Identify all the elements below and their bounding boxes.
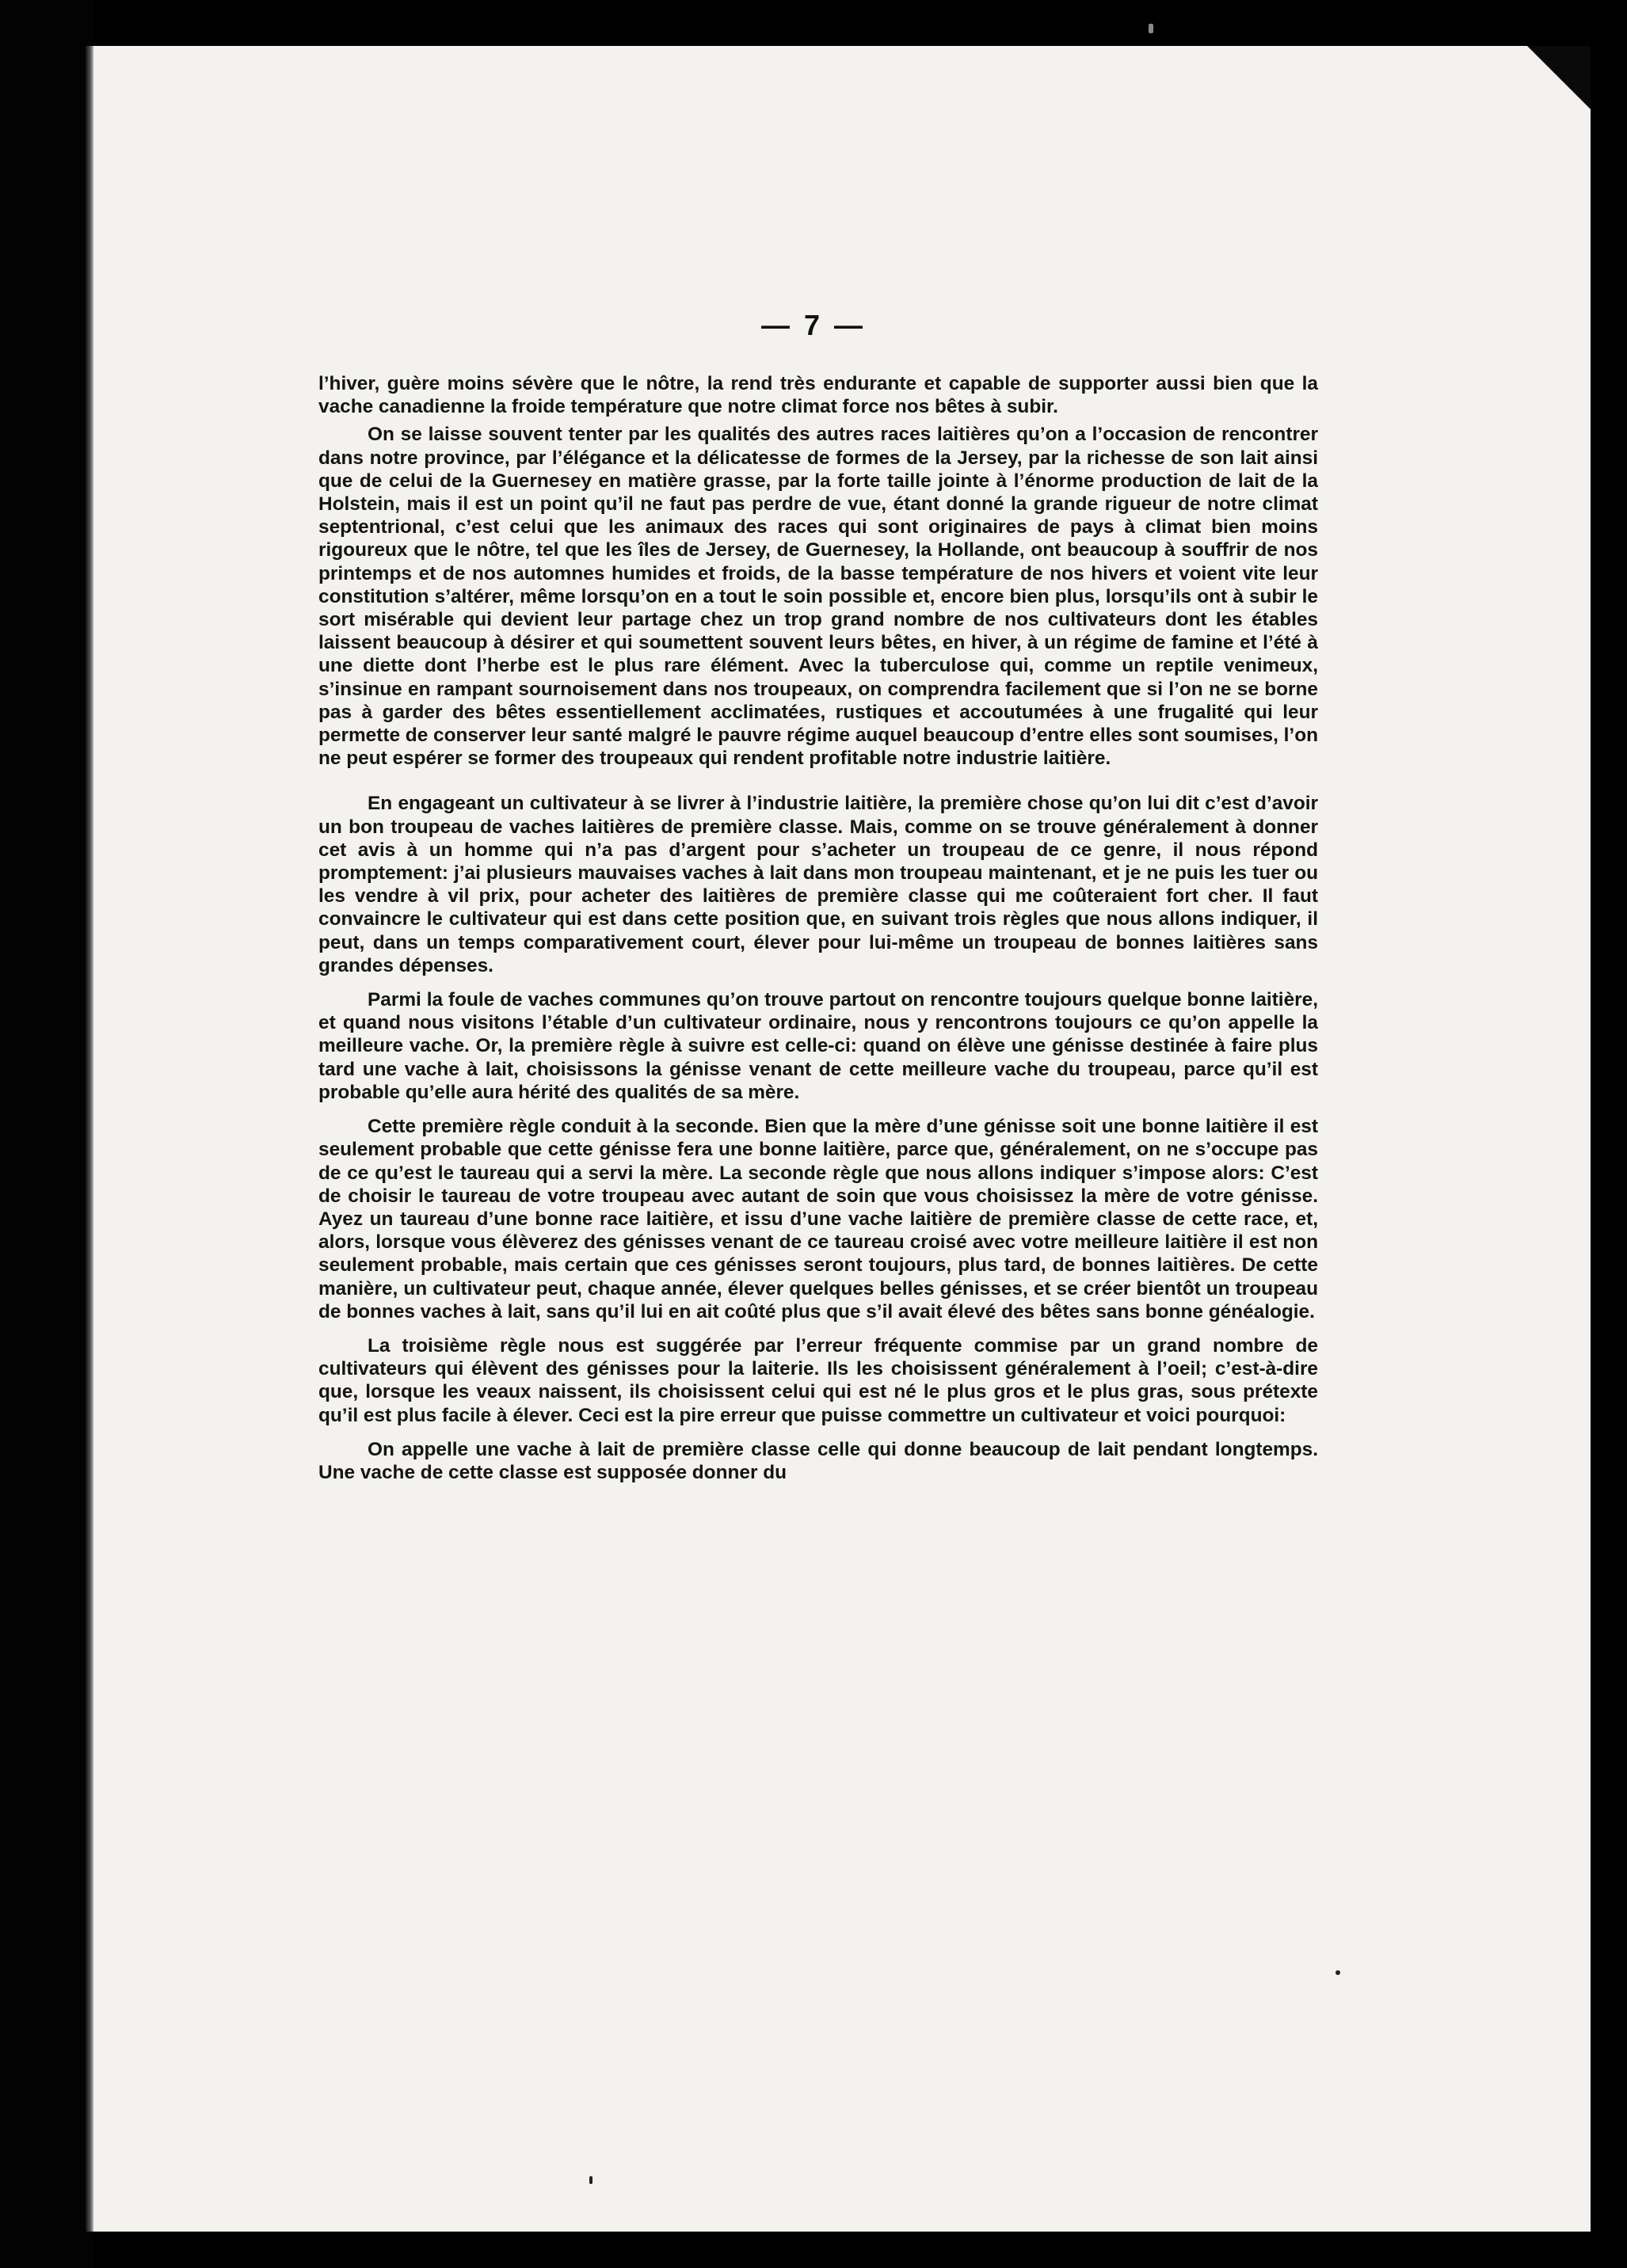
folded-corner	[1527, 46, 1591, 109]
paragraph: On appelle une vache à lait de première classe celle qui donne beaucoup de lait pendant longtemps. Une vache de cette classe est supposée donner du	[318, 1438, 1318, 1483]
paragraph: En engageant un cultivateur à se livrer à l’industrie laitière, la première chose qu’on lui dit c’est d’avoir un bon troupeau de vaches laitières de première classe. Mais, comme on se trouve généralement à donner cet avis à un homme qui n’a pas d’argent pour s’acheter un troupeau de ce genre, il nous répond promptement: j’ai plusieurs mauvaises vaches à lait dans mon troupeau maintenant, et je ne puis les tuer ou les vendre à vil prix, pour acheter des laitières de première classe qui me coûteraient fort cher. Il faut convaincre le cultivateur qui est dans cette position que, en suivant trois règles que nous allons indiquer, il peut, dans un temps comparativement court, élever pour lui-même un troupeau de bonnes laitières sans grandes dépenses.	[318, 793, 1318, 976]
page-number: — 7 —	[760, 309, 867, 341]
scan-speck	[589, 2176, 593, 2184]
page-edge-shadow	[86, 46, 93, 2232]
paragraph: On se laisse souvent tenter par les qualités des autres races laitières qu’on a l’occasion de rencontrer dans notre province, par l’élégance et la délicatesse de formes de la Jersey, par la richesse de son lait ainsi que de celui de la Guernesey en matière grasse, par la forte taille jointe à l’énorme production de lait de la Holstein, mais il est un point qu’il ne faut pas perdre de vue, étant donné la grande rigueur de notre climat septentrional, c’est celui que les animaux des races qui sont originaires de pays à climat bien moins rigoureux que le nôtre, tel que les îles de Jersey, de Guernesey, la Hollande, ont beaucoup à souffrir de nos printemps et de nos automnes humides et froids, de la basse température de nos hivers et voient vite leur constitution s’altérer, même lorsqu’on en a tout le soin possible et, encore bien plus, lorsqu’ils ont à subir le sort misérable qui devient leur partage chez un trop grand nombre de nos cultivateurs dont les étables laissent beaucoup à désirer et qui soumettent souvent leurs bêtes, en hiver, à un régime de famine et l’été à une diette dont l’herbe est le plus rare élément. Avec la tuberculose qui, comme un reptile venimeux, s’insinue en rampant sournoisement dans nos troupeaux, on comprendra facilement que si l’on ne se borne pas à garder des bêtes essentiellement acclimatées, rustiques et accoutumées à une frugalité qui leur permette de conserver leur santé malgré le pauvre régime auquel beaucoup d’entre elles sont soumises, l’on ne peut espérer se former des troupeaux qui rendent profitable notre industrie laitière.	[318, 424, 1318, 770]
paragraph: La troisième règle nous est suggérée par l’erreur fréquente commise par un grand nombre de cultivateurs qui élèvent des génisses pour la laiterie. Ils les choisissent généralement à l’oeil; c’est-à-dire que, lorsque les veaux naissent, ils choisissent celui qui est né le plus gros et le plus gras, sous prétexte qu’il est plus facile à élever. Ceci est la pire erreur que puisse commettre un cultivateur et voici pourquoi:	[318, 1334, 1318, 1426]
scan-speck	[1336, 1970, 1340, 1975]
paragraph: Parmi la foule de vaches communes qu’on trouve partout on rencontre toujours quelque bonne laitière, et quand nous visitons l’étable d’un cultivateur ordinaire, nous y rencontrons toujours ce qu’on appelle la meilleure vache. Or, la première règle à suivre est celle-ci: quand on élève une génisse destinée à faire plus tard une vache à lait, choisissons la génisse venant de cette meilleure vache du troupeau, parce qu’il est probable qu’elle aura hérité des qualités de sa mère.	[318, 989, 1318, 1103]
paragraph: l’hiver, guère moins sévère que le nôtre, la rend très endurante et capable de supporter aussi bien que la vache canadienne la froide température que notre climat force nos bêtes à subir.	[318, 373, 1318, 418]
body-text	[318, 372, 1318, 1484]
scan-speck	[1149, 24, 1153, 33]
paragraph: Cette première règle conduit à la seconde. Bien que la mère d’une génisse soit une bonne laitière il est seulement probable que cette génisse fera une bonne laitière, parce que, généralement, on ne s’occupe pas de ce qu’est le taureau qui a servi la mère. La seconde règle que nous allons indiquer s’impose alors: C’est de choisir le taureau de votre troupeau avec autant de soin que vous choisissez la mère de votre génisse. Ayez un taureau d’une bonne race laitière, et issu d’une vache laitière de première classe de cette race, et, alors, lorsque vous élèverez des génisses venant de ce taureau croisé avec votre meilleure laitière il est non seulement probable, mais certain que ces génisses seront toujours, plus tard, de bonnes laitières. De cette manière, un cultivateur peut, chaque année, élever quelques belles génisses, et se créer bientôt un troupeau de bonnes vaches à lait, sans qu’il lui en ait coûté plus que s’il avait élevé des bêtes sans bonne généalogie.	[318, 1116, 1318, 1322]
